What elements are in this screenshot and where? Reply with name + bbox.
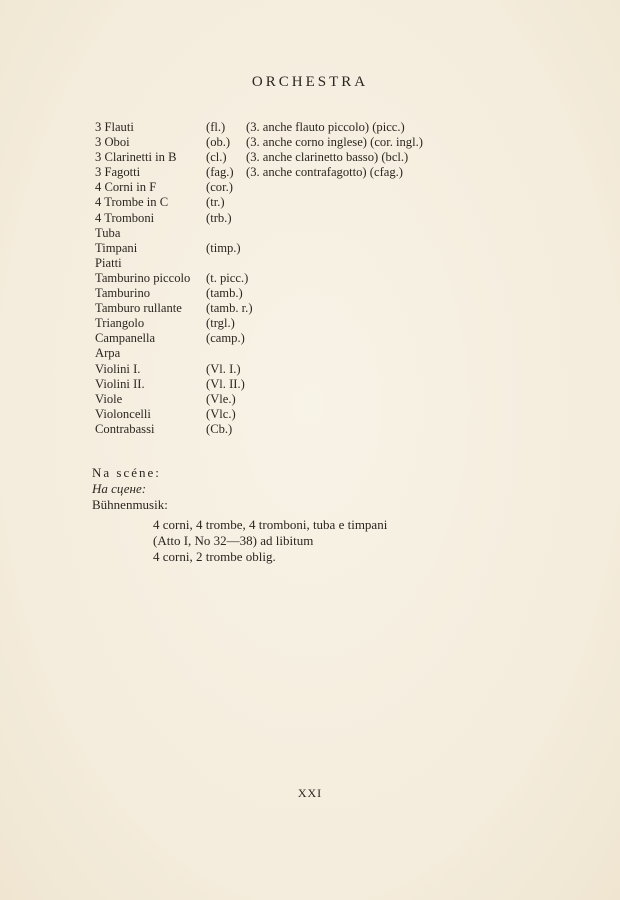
instrument-abbreviation: (Vl. II.) (206, 376, 245, 391)
instrument-abbreviation: (fl.) (206, 120, 226, 134)
instrument-abbreviation: (t. picc.) (206, 270, 249, 285)
instrument-abbreviation: (timp.) (206, 240, 241, 255)
instrument-name: Violoncelli (95, 406, 151, 421)
instrument-note: (3. anche corno inglese) (cor. ingl.) (246, 135, 423, 150)
instrument-abbreviation: (Vle.) (206, 391, 236, 406)
instrument-name: 3 Clarinetti in B (95, 150, 177, 165)
stage-music-list (153, 517, 387, 565)
instrument-abbreviation: (trb.) (206, 210, 232, 225)
instrument-note: (3. anche contrafagotto) (cfag.) (246, 165, 403, 180)
instrument-name: Tuba (95, 225, 121, 240)
instrument-abbreviation: (cor.) (206, 180, 233, 195)
instrument-note: (3. anche clarinetto basso) (bcl.) (246, 150, 409, 165)
instrument-name: 4 Corni in F (95, 180, 157, 195)
instrument-note: (3. anche flauto piccolo) (picc.) (246, 120, 405, 134)
instrument-name: 4 Tromboni (95, 210, 155, 225)
scene-label-german: Bühnenmusik: (92, 497, 168, 512)
instrument-name: Violini I. (95, 361, 141, 376)
instrument-name: 3 Oboi (95, 135, 130, 150)
instrument-name: Contrabassi (95, 421, 155, 436)
stage-music-line: 4 corni, 4 trombe, 4 tromboni, tuba e timpani (153, 517, 388, 532)
scene-label-czech: Na scéne: (92, 465, 161, 480)
instrument-name: Violini II. (95, 376, 145, 391)
instrument-name: Viole (95, 391, 123, 406)
instrument-abbreviation: (tamb.) (206, 286, 243, 301)
instrument-name: 3 Fagotti (95, 165, 141, 180)
page-title: ORCHESTRA (251, 74, 369, 90)
instrument-abbreviation: (camp.) (206, 331, 245, 346)
instrument-abbreviation: (fag.) (206, 165, 234, 180)
instrument-name: Tamburino piccolo (95, 270, 191, 285)
instrument-name: Arpa (95, 346, 121, 361)
instrument-abbreviation: (tr.) (206, 195, 225, 210)
instrument-name: Piatti (95, 255, 122, 270)
instrument-abbreviation: (tamb. r.) (206, 301, 253, 316)
stage-music-heading (92, 465, 168, 513)
stage-music-line: (Atto I, No 32—38) ad libitum (153, 533, 314, 548)
page-number: XXI (297, 786, 323, 800)
instrument-name: Campanella (95, 331, 156, 346)
instrument-name: Triangolo (95, 316, 145, 331)
instrument-abbreviation: (ob.) (206, 135, 231, 150)
instrument-abbreviation: (cl.) (206, 150, 227, 165)
instrument-name: Tamburo rullante (95, 301, 182, 316)
instrument-abbreviation: (trgl.) (206, 316, 235, 331)
instrument-abbreviation: (Vl. I.) (206, 361, 241, 376)
instrument-name: Timpani (95, 240, 138, 255)
instrument-name: 3 Flauti (95, 120, 134, 134)
instrument-abbreviation: (Vlc.) (206, 406, 236, 421)
stage-music-line: 4 corni, 2 trombe oblig. (153, 549, 276, 564)
instrument-name: 4 Trombe in C (95, 195, 169, 210)
instrument-abbreviation: (Cb.) (206, 421, 233, 436)
scene-label-russian: На сцене: (92, 481, 147, 496)
instrument-name: Tamburino (95, 286, 151, 301)
